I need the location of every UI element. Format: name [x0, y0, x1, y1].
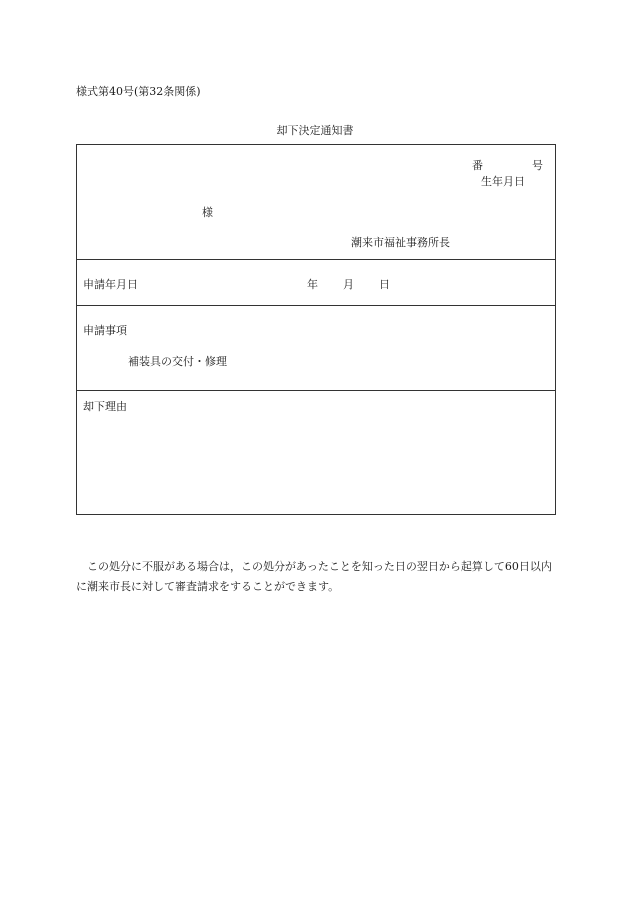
year-label: 年: [307, 278, 318, 291]
day-label: 日: [379, 278, 390, 291]
date-label: 生年月日: [481, 175, 525, 188]
document-title: 却下決定通知書: [276, 124, 354, 137]
application-date-label: 申請年月日: [83, 278, 138, 291]
notice-table: [76, 144, 556, 515]
month-label: 月: [343, 278, 354, 291]
application-item-value: 補装具の交付・修理: [128, 355, 227, 368]
divider: [77, 305, 555, 306]
number-label-suffix: 号: [532, 159, 543, 172]
appeal-notice: この処分に不服がある場合は，この処分があったことを知った日の翌日から起算して60日以内に潮来市長に対して審査請求をすることができます。: [76, 560, 552, 593]
issuer-name: 潮来市福祉事務所長: [351, 236, 450, 249]
application-item-label: 申請事項: [83, 324, 127, 337]
rejection-reason-label: 却下理由: [83, 400, 127, 413]
number-label-prefix: 番: [472, 159, 483, 172]
divider: [77, 390, 555, 391]
divider: [77, 259, 555, 260]
form-number: 様式第40号(第32条関係): [76, 85, 201, 98]
addressee-suffix: 様: [202, 206, 213, 219]
